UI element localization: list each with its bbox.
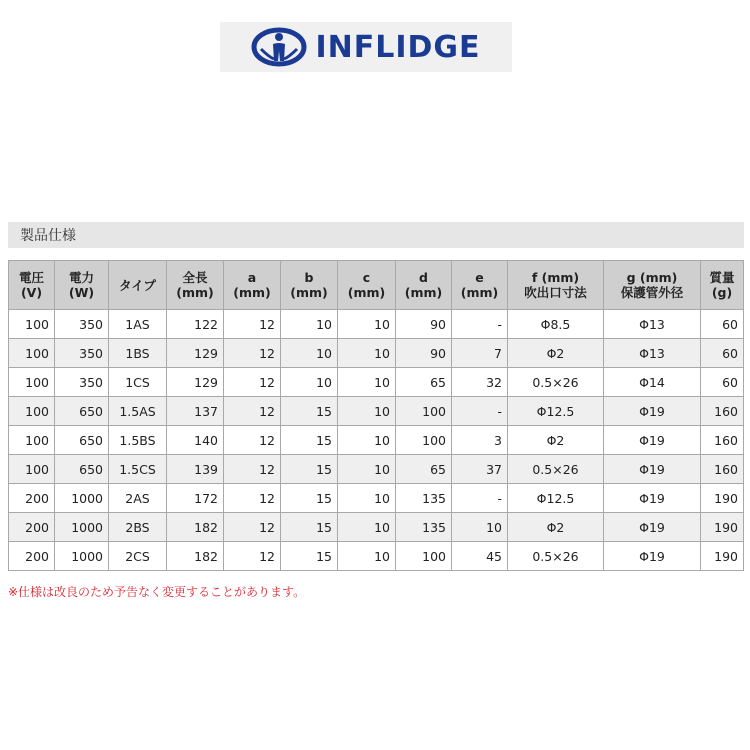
table-cell: Φ19 bbox=[604, 484, 701, 513]
table-cell: 10 bbox=[338, 484, 396, 513]
table-cell: 12 bbox=[224, 310, 281, 339]
table-cell: 12 bbox=[224, 397, 281, 426]
table-cell: 12 bbox=[224, 484, 281, 513]
table-cell: 200 bbox=[9, 484, 55, 513]
table-cell: Φ14 bbox=[604, 368, 701, 397]
table-cell: 60 bbox=[701, 310, 744, 339]
column-header-label: a bbox=[247, 270, 257, 285]
brand-logo bbox=[220, 22, 512, 72]
table-row bbox=[9, 310, 744, 339]
table-cell: 139 bbox=[167, 455, 224, 484]
table-cell: 10 bbox=[338, 310, 396, 339]
column-header bbox=[508, 261, 604, 310]
table-cell: 7 bbox=[452, 339, 508, 368]
table-cell: 10 bbox=[338, 397, 396, 426]
table-cell: Φ19 bbox=[604, 455, 701, 484]
table-cell: 1.5AS bbox=[109, 397, 167, 426]
column-header-unit: (mm) bbox=[347, 285, 386, 300]
inflidge-logo-icon bbox=[251, 27, 307, 67]
table-cell: 1000 bbox=[55, 542, 109, 571]
column-header-label: e bbox=[475, 270, 484, 285]
table-cell: 10 bbox=[338, 339, 396, 368]
column-header-label: 電力 bbox=[68, 270, 94, 285]
table-cell: Φ19 bbox=[604, 426, 701, 455]
table-cell: 12 bbox=[224, 455, 281, 484]
table-cell: 1CS bbox=[109, 368, 167, 397]
table-cell: Φ13 bbox=[604, 310, 701, 339]
column-header-unit: (mm) bbox=[176, 285, 214, 300]
table-cell: 100 bbox=[9, 426, 55, 455]
section-title: 製品仕様 bbox=[8, 222, 744, 248]
column-header-label: f (mm) bbox=[531, 270, 580, 285]
table-cell: 12 bbox=[224, 339, 281, 368]
column-header-unit: (mm) bbox=[460, 285, 499, 300]
column-header-unit: (W) bbox=[68, 285, 95, 300]
table-cell: 350 bbox=[55, 339, 109, 368]
table-cell: Φ8.5 bbox=[508, 310, 604, 339]
column-header-label: g (mm) bbox=[626, 270, 678, 285]
table-cell: 2BS bbox=[109, 513, 167, 542]
table-cell: 182 bbox=[167, 542, 224, 571]
table-cell: 100 bbox=[9, 397, 55, 426]
table-cell: 100 bbox=[396, 426, 452, 455]
table-cell: Φ13 bbox=[604, 339, 701, 368]
table-cell: 1AS bbox=[109, 310, 167, 339]
table-cell: 37 bbox=[452, 455, 508, 484]
table-cell: 12 bbox=[224, 513, 281, 542]
table-cell: 350 bbox=[55, 368, 109, 397]
table-cell: 90 bbox=[396, 310, 452, 339]
table-cell: 0.5×26 bbox=[508, 542, 604, 571]
column-header bbox=[55, 261, 109, 310]
table-cell: 10 bbox=[452, 513, 508, 542]
table-row bbox=[9, 484, 744, 513]
table-cell: 650 bbox=[55, 455, 109, 484]
table-cell: 200 bbox=[9, 513, 55, 542]
table-row bbox=[9, 513, 744, 542]
table-cell: Φ19 bbox=[604, 397, 701, 426]
column-header bbox=[604, 261, 701, 310]
table-cell: 122 bbox=[167, 310, 224, 339]
table-cell: 190 bbox=[701, 484, 744, 513]
table-cell: 100 bbox=[9, 339, 55, 368]
table-cell: 10 bbox=[281, 339, 338, 368]
table-cell: 12 bbox=[224, 542, 281, 571]
table-cell: 90 bbox=[396, 339, 452, 368]
table-cell: - bbox=[452, 484, 508, 513]
table-cell: 200 bbox=[9, 542, 55, 571]
column-header-unit: (mm) bbox=[233, 285, 271, 300]
logo-wordmark: INFLIDGE bbox=[315, 29, 481, 65]
table-cell: 140 bbox=[167, 426, 224, 455]
spec-table bbox=[8, 260, 744, 571]
column-header bbox=[9, 261, 55, 310]
table-cell: 100 bbox=[9, 368, 55, 397]
column-header-label: c bbox=[362, 270, 371, 285]
table-cell: Φ19 bbox=[604, 513, 701, 542]
table-cell: 100 bbox=[396, 542, 452, 571]
table-cell: 60 bbox=[701, 368, 744, 397]
table-cell: 100 bbox=[9, 455, 55, 484]
table-cell: 2AS bbox=[109, 484, 167, 513]
table-cell: 15 bbox=[281, 397, 338, 426]
table-cell: 0.5×26 bbox=[508, 368, 604, 397]
table-cell: 15 bbox=[281, 513, 338, 542]
table-cell: 100 bbox=[396, 397, 452, 426]
table-cell: 10 bbox=[338, 513, 396, 542]
column-header-unit: (mm) bbox=[404, 285, 443, 300]
table-row bbox=[9, 542, 744, 571]
table-cell: 15 bbox=[281, 455, 338, 484]
table-cell: 10 bbox=[338, 368, 396, 397]
table-cell: 15 bbox=[281, 426, 338, 455]
table-cell: Φ2 bbox=[508, 426, 604, 455]
table-cell: 650 bbox=[55, 397, 109, 426]
table-cell: 1BS bbox=[109, 339, 167, 368]
table-cell: 2CS bbox=[109, 542, 167, 571]
column-header-label: b bbox=[304, 270, 314, 285]
table-cell: 12 bbox=[224, 426, 281, 455]
table-cell: 350 bbox=[55, 310, 109, 339]
column-header-unit: 吹出口寸法 bbox=[524, 285, 587, 300]
table-cell: 12 bbox=[224, 368, 281, 397]
table-cell: 135 bbox=[396, 513, 452, 542]
table-cell: 160 bbox=[701, 455, 744, 484]
column-header bbox=[167, 261, 224, 310]
table-cell: 182 bbox=[167, 513, 224, 542]
table-row bbox=[9, 426, 744, 455]
table-header-row bbox=[9, 261, 744, 310]
table-cell: Φ2 bbox=[508, 339, 604, 368]
table-cell: 137 bbox=[167, 397, 224, 426]
table-row bbox=[9, 339, 744, 368]
table-cell: 10 bbox=[281, 310, 338, 339]
column-header bbox=[109, 261, 167, 310]
table-cell: 10 bbox=[281, 368, 338, 397]
table-row bbox=[9, 397, 744, 426]
column-header bbox=[224, 261, 281, 310]
column-header bbox=[338, 261, 396, 310]
table-cell: 65 bbox=[396, 455, 452, 484]
table-cell: 10 bbox=[338, 426, 396, 455]
column-header-label: 質量 bbox=[709, 270, 735, 285]
table-cell: Φ12.5 bbox=[508, 484, 604, 513]
table-cell: 1.5BS bbox=[109, 426, 167, 455]
table-cell: 0.5×26 bbox=[508, 455, 604, 484]
table-cell: 160 bbox=[701, 397, 744, 426]
table-cell: 129 bbox=[167, 339, 224, 368]
table-cell: 10 bbox=[338, 455, 396, 484]
table-cell: Φ12.5 bbox=[508, 397, 604, 426]
table-cell: 1000 bbox=[55, 513, 109, 542]
table-cell: 65 bbox=[396, 368, 452, 397]
table-cell: 32 bbox=[452, 368, 508, 397]
table-cell: 45 bbox=[452, 542, 508, 571]
table-cell: 15 bbox=[281, 542, 338, 571]
table-row bbox=[9, 368, 744, 397]
table-cell: 129 bbox=[167, 368, 224, 397]
column-header bbox=[701, 261, 744, 310]
table-cell: 650 bbox=[55, 426, 109, 455]
column-header-label: タイプ bbox=[119, 277, 156, 293]
table-cell: Φ19 bbox=[604, 542, 701, 571]
column-header-label: 全長 bbox=[182, 270, 208, 285]
table-cell: 160 bbox=[701, 426, 744, 455]
table-cell: 1000 bbox=[55, 484, 109, 513]
table-cell: 60 bbox=[701, 339, 744, 368]
column-header bbox=[452, 261, 508, 310]
table-cell: 172 bbox=[167, 484, 224, 513]
table-cell: 135 bbox=[396, 484, 452, 513]
column-header-unit: 保護管外径 bbox=[620, 285, 684, 300]
table-cell: 1.5CS bbox=[109, 455, 167, 484]
table-cell: Φ2 bbox=[508, 513, 604, 542]
column-header-unit: (g) bbox=[711, 285, 733, 300]
table-cell: 10 bbox=[338, 542, 396, 571]
table-cell: - bbox=[452, 310, 508, 339]
column-header bbox=[396, 261, 452, 310]
table-cell: 100 bbox=[9, 310, 55, 339]
table-row bbox=[9, 455, 744, 484]
table-cell: 190 bbox=[701, 513, 744, 542]
column-header-unit: (mm) bbox=[290, 285, 328, 300]
table-cell: 3 bbox=[452, 426, 508, 455]
disclaimer-note: ※仕様は改良のため予告なく変更することがあります。 bbox=[8, 585, 306, 599]
table-cell: 190 bbox=[701, 542, 744, 571]
column-header-unit: (V) bbox=[20, 285, 43, 300]
column-header bbox=[281, 261, 338, 310]
column-header-label: 電圧 bbox=[18, 270, 44, 285]
column-header-label: d bbox=[419, 270, 428, 285]
table-cell: 15 bbox=[281, 484, 338, 513]
table-cell: - bbox=[452, 397, 508, 426]
